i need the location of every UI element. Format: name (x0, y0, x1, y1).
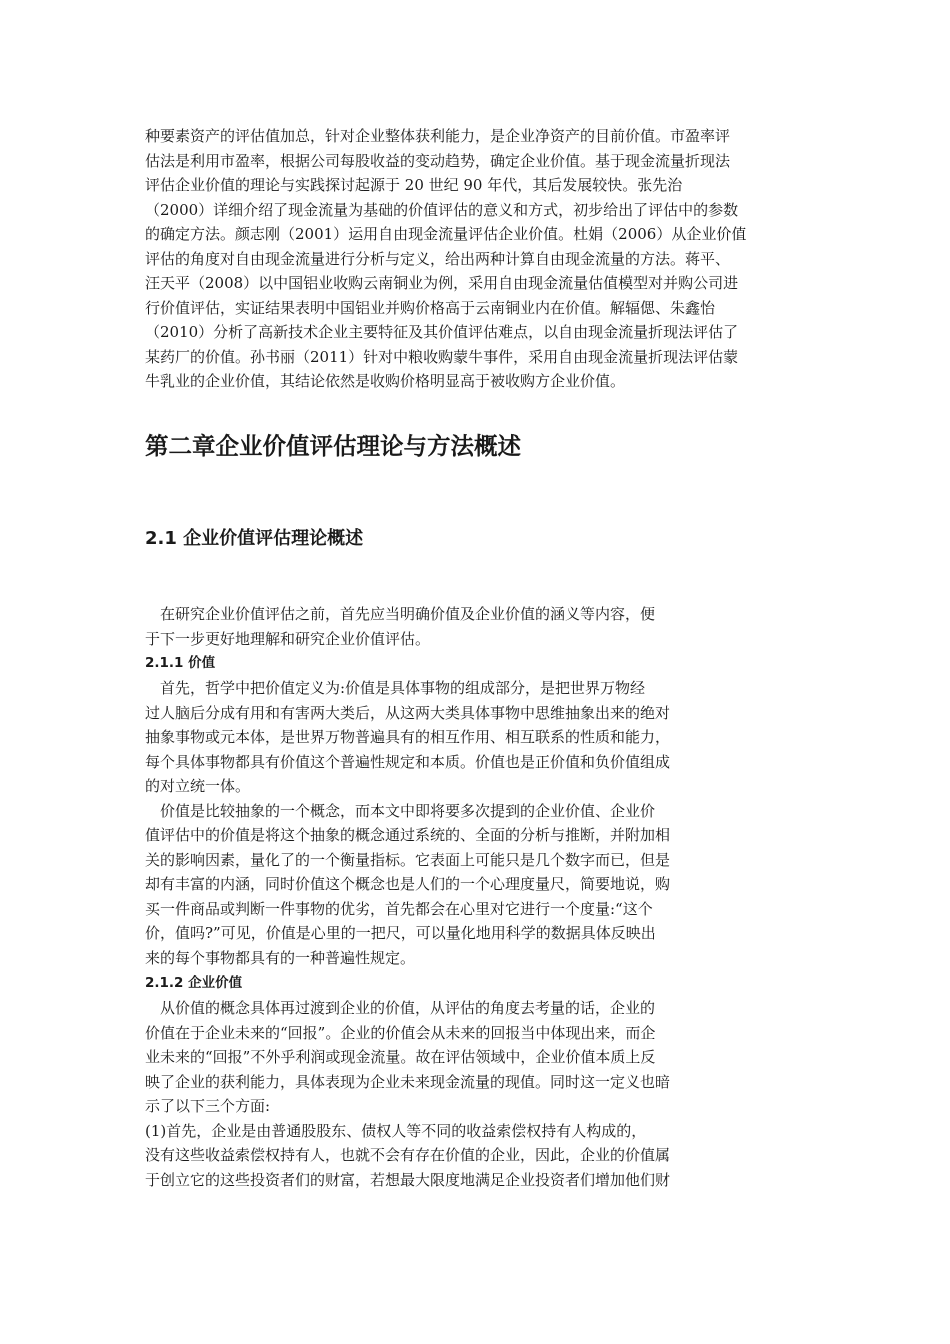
paragraph-line: 在研究企业价值评估之前，首先应当明确价值及企业价值的涵义等内容，便 (160, 605, 656, 623)
intro-line: 种要素资产的评估值加总，针对企业整体获利能力，是企业净资产的目前价值。市盈率评 (145, 127, 731, 145)
intro-line: （2010）分析了高新技术企业主要特征及其价值评估难点，以自由现金流量折现法评估了 (145, 323, 739, 341)
paragraph-line: 映了企业的获利能力，具体表现为企业未来现金流量的现值。同时这一定义也暗 (145, 1073, 671, 1091)
paragraph-line: 抽象事物或元本体，是世界万物普遍具有的相互作用、相互联系的性质和能力， (145, 728, 671, 746)
paragraph-line: 示了以下三个方面: (145, 1097, 271, 1115)
paragraph-line: 每个具体事物都具有价值这个普遍性规定和本质。价值也是正价值和负价值组成 (145, 753, 671, 771)
paragraph-line: (1)首先，企业是由普通股股东、债权人等不同的收益索偿权持有人构成的， (145, 1122, 647, 1140)
intro-line: （2000）详细介绍了现金流量为基础的价值评估的意义和方式，初步给出了评估中的参数 (145, 201, 739, 219)
intro-line: 牛乳业的企业价值，其结论依然是收购价格明显高于被收购方企业价值。 (145, 372, 626, 390)
paragraph-line: 买一件商品或判断一件事物的优劣，首先都会在心里对它进行一个度量:“这个 (145, 900, 653, 918)
chapter-title: 第二章企业价值评估理论与方法概述 (145, 432, 521, 460)
intro-line: 评估企业价值的理论与实践探讨起源于 20 世纪 90 年代，其后发展较快。张先治 (145, 176, 683, 194)
paragraph-line: 关的影响因素，量化了的一个衡量指标。它表面上可能只是几个数字而已，但是 (145, 851, 671, 869)
paragraph-line: 来的每个事物都具有的一种普遍性规定。 (145, 949, 416, 967)
paragraph-line: 价值是比较抽象的一个概念，而本文中即将要多次提到的企业价值、企业价 (160, 802, 656, 820)
paragraph-line: 于下一步更好地理解和研究企业价值评估。 (145, 630, 431, 648)
paragraph-line: 却有丰富的内涵，同时价值这个概念也是人们的一个心理度量尺，简要地说，购 (145, 875, 671, 893)
paragraph-line: 业未来的“回报”不外乎利润或现金流量。故在评估领域中，企业价值本质上反 (145, 1048, 656, 1066)
intro-line: 某药厂的价值。孙书丽（2011）针对中粮收购蒙牛事件，采用自由现金流量折现法评估蒙 (145, 348, 739, 366)
intro-line: 汪天平（2008）以中国铝业收购云南铜业为例，采用自由现金流量估值模型对并购公司进 (145, 274, 739, 292)
subsection-title-enterprise-value: 2.1.2 企业价值 (145, 975, 243, 991)
paragraph-line: 价值在于企业未来的“回报”。企业的价值会从未来的回报当中体现出来，而企 (145, 1024, 656, 1042)
paragraph-line: 价，值吗?”可见，价值是心里的一把尺，可以量化地用科学的数据具体反映出 (145, 924, 656, 942)
paragraph-line: 值评估中的价值是将这个抽象的概念通过系统的、全面的分析与推断，并附加相 (145, 826, 671, 844)
paragraph-line: 没有这些收益索偿权持有人，也就不会有存在价值的企业，因此，企业的价值属 (145, 1146, 671, 1164)
paragraph-line: 首先，哲学中把价值定义为:价值是具体事物的组成部分，是把世界万物经 (160, 679, 646, 697)
intro-line: 评估的角度对自由现金流量进行分析与定义，给出两种计算自由现金流量的方法。蒋平、 (145, 250, 731, 268)
paragraph-line: 的对立统一体。 (145, 777, 251, 795)
intro-line: 估法是利用市盈率，根据公司每股收益的变动趋势，确定企业价值。基于现金流量折现法 (145, 152, 731, 170)
paragraph-line: 过人脑后分成有用和有害两大类后，从这两大类具体事物中思维抽象出来的绝对 (145, 704, 671, 722)
intro-line: 的确定方法。颜志刚（2001）运用自由现金流量评估企业价值。杜娟（2006）从企业价值 (145, 225, 747, 243)
section-title: 2.1 企业价值评估理论概述 (145, 528, 364, 549)
paragraph-line: 从价值的概念具体再过渡到企业的价值，从评估的角度去考量的话，企业的 (160, 999, 656, 1017)
paragraph-line: 于创立它的这些投资者们的财富，若想最大限度地满足企业投资者们增加他们财 (145, 1171, 671, 1189)
intro-line: 行价值评估，实证结果表明中国铝业并购价格高于云南铜业内在价值。解辐偲、朱鑫怡 (145, 299, 716, 317)
subsection-title-value: 2.1.1 价值 (145, 655, 216, 671)
